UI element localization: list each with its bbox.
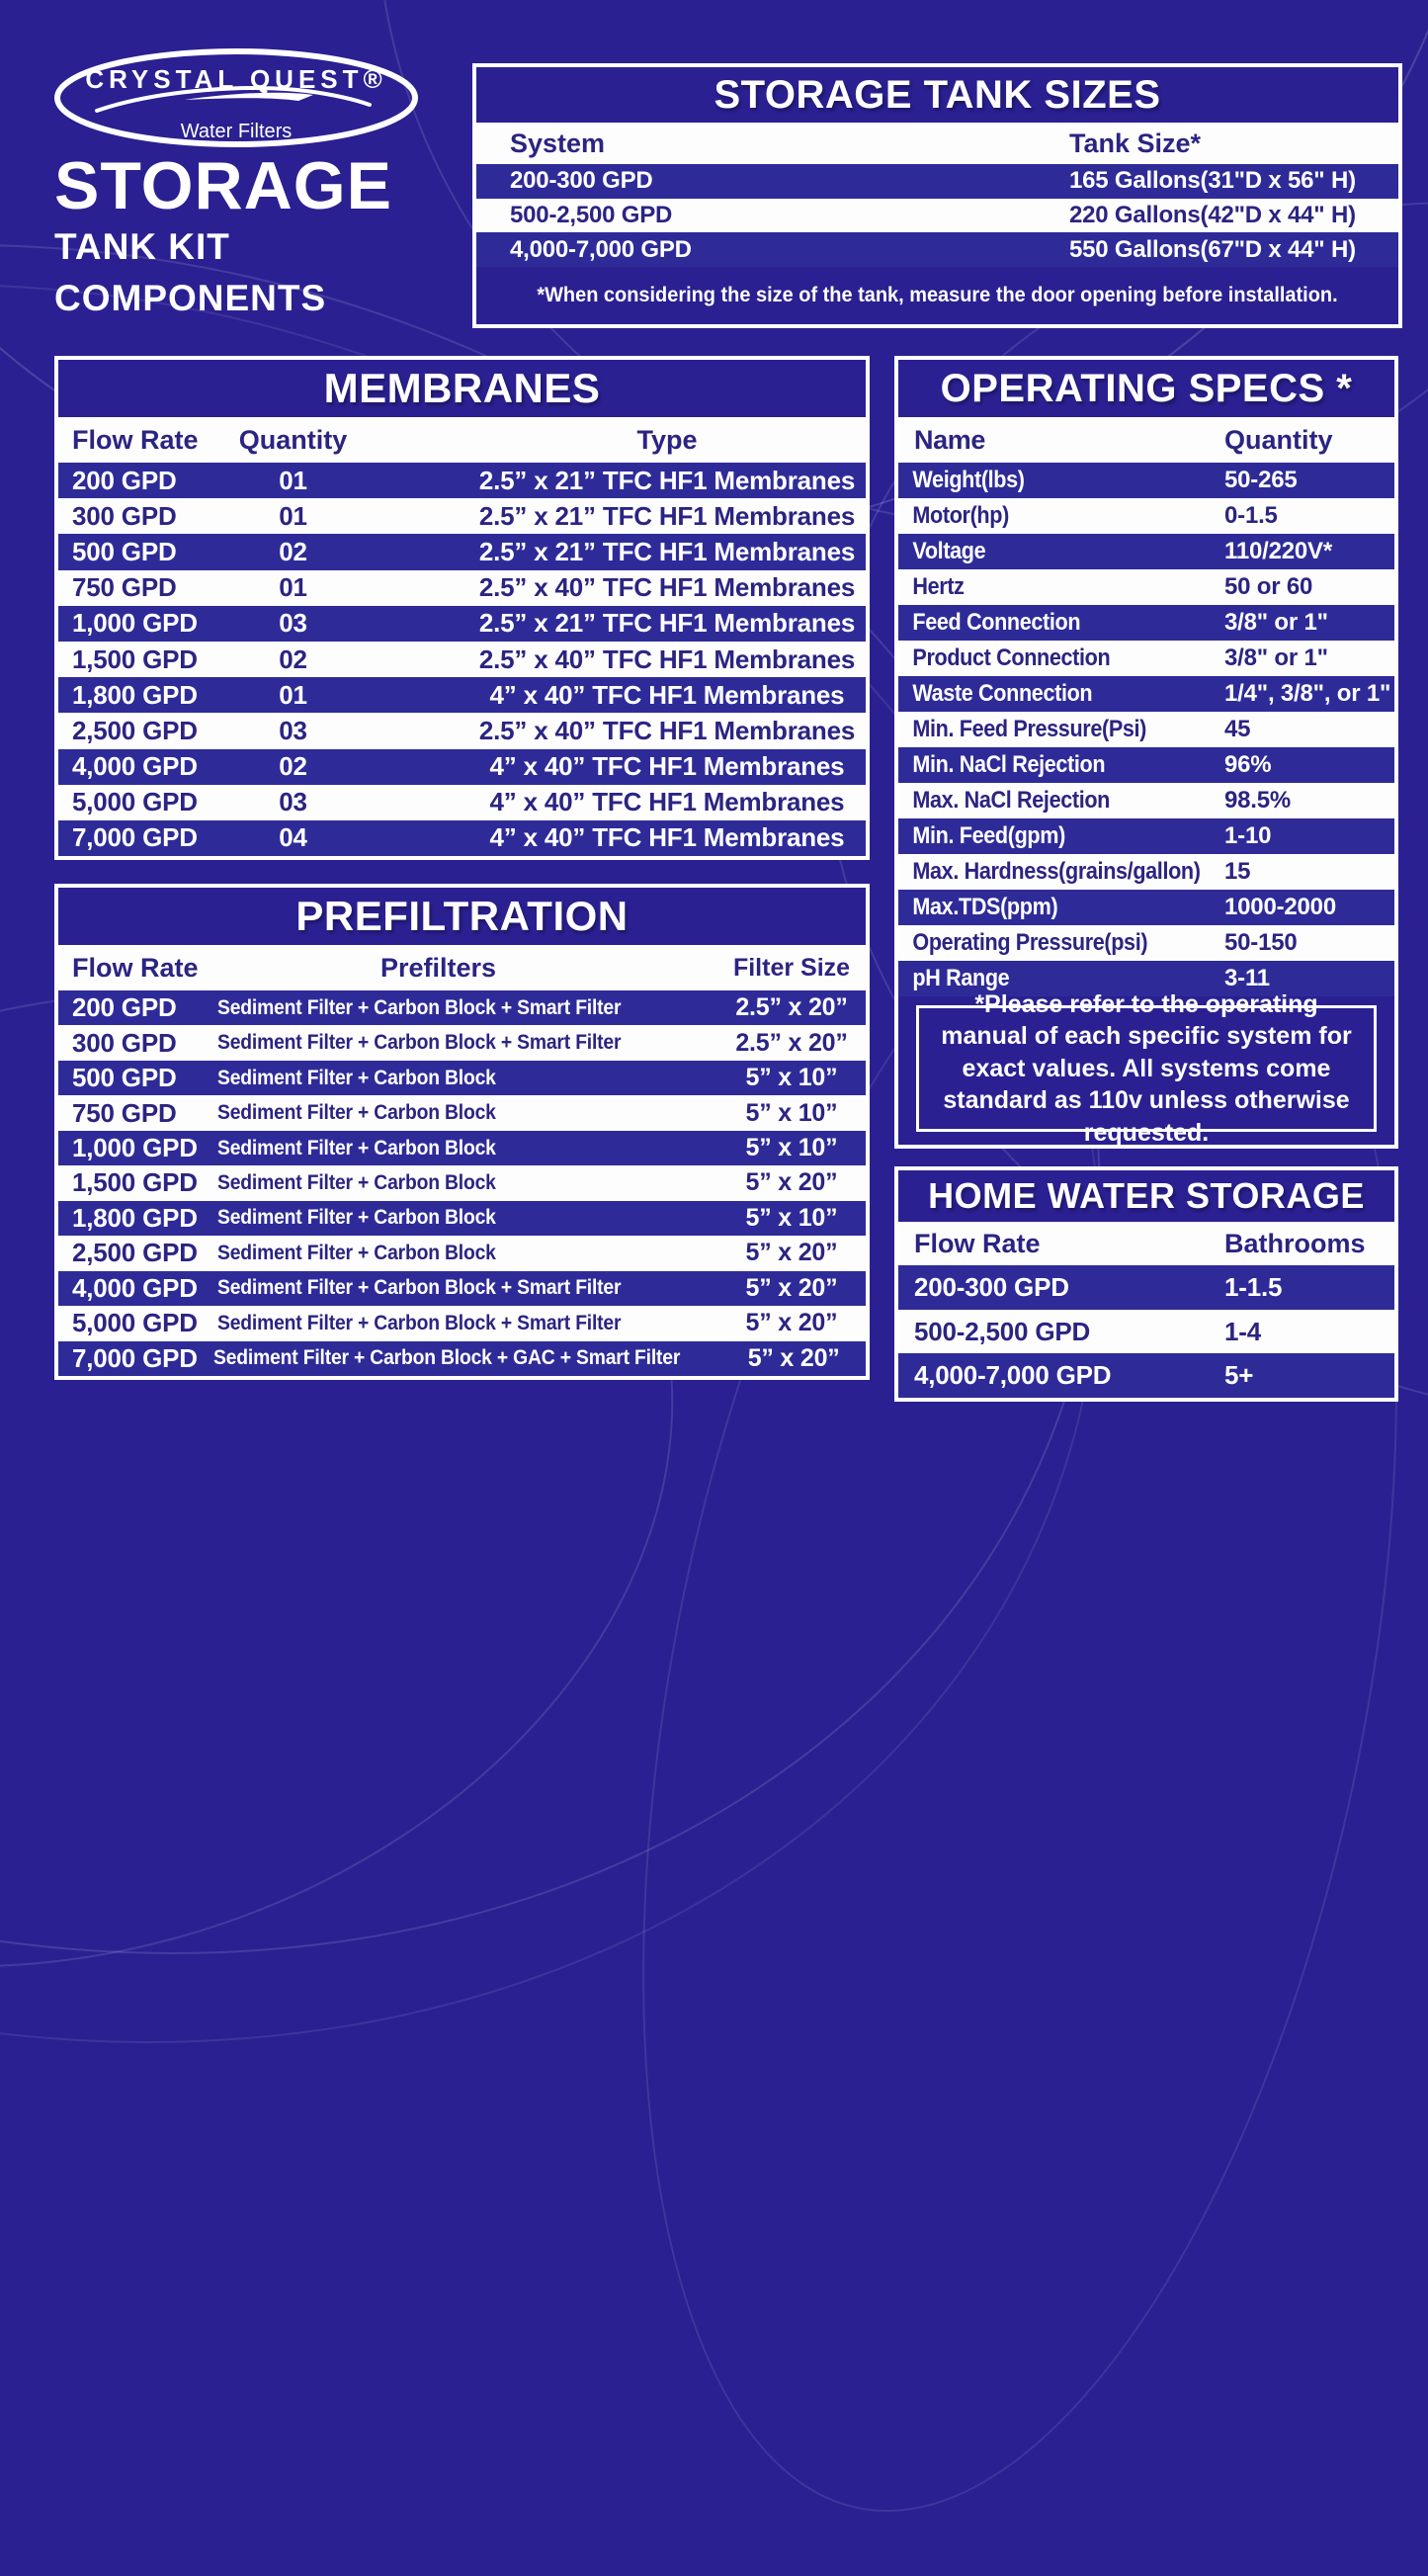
table-cell: 5” x 20” [745,1309,838,1337]
table-row [58,820,866,856]
table-cell: 3/8" or 1" [1224,609,1328,636]
table-cell: Sediment Filter + Carbon Block + Smart Filter [217,1031,622,1055]
table-cell: Max. NaCl Rejection [912,787,1111,814]
membranes-title: MEMBRANES [323,365,601,411]
home-water-storage-rows [898,1265,1394,1398]
crystal-quest-logo [51,47,422,148]
table-cell: Sediment Filter + Carbon Block [217,1170,496,1194]
table-row [898,747,1394,783]
membranes-rows [58,463,866,856]
table-cell: 5,000 GPD [72,787,198,817]
table-cell: Motor(hp) [912,502,1009,529]
table-cell: Sediment Filter + Carbon Block + GAC + Smart Filter [213,1346,681,1370]
table-cell: 50-150 [1224,929,1298,956]
storage-tank-sizes-table [472,63,1402,328]
table-cell: 45 [1224,716,1251,742]
table-row [898,676,1394,712]
table-cell: Sediment Filter + Carbon Block [217,1066,496,1089]
logo-sub-text: Water Filters [180,121,293,142]
table-cell: 03 [279,787,307,817]
table-row [58,1131,866,1165]
table-cell: 01 [279,465,307,495]
table-row [898,569,1394,605]
table-row [58,990,866,1025]
table-cell: 300 GPD [72,500,177,531]
table-cell: 1,500 GPD [72,1167,198,1198]
table-cell: 3/8" or 1" [1224,644,1328,671]
column-header-type: Type [636,424,698,455]
table-cell: 02 [279,751,307,782]
page-heading [54,150,392,324]
table-cell: 500-2,500 GPD [914,1316,1091,1346]
table-cell: 200-300 GPD [510,167,653,195]
table-row [58,1095,866,1130]
table-row [476,232,1398,267]
table-cell: Max. Hardness(grains/gallon) [912,858,1201,885]
table-cell: 01 [279,500,307,531]
table-cell: 2.5” x 20” [735,993,848,1022]
storage-tank-sizes-rows [476,164,1398,267]
table-cell: 2.5” x 20” [735,1028,848,1057]
table-cell: Sediment Filter + Carbon Block + Smart Filter [217,1276,622,1300]
page-title-components: COMPONENTS [54,278,327,318]
table-cell: 5” x 20” [745,1239,838,1267]
table-cell: 500 GPD [72,1063,177,1093]
prefiltration-rows [58,990,866,1376]
table-row [58,570,866,606]
table-cell: 3-11 [1224,965,1270,991]
table-cell: 7,000 GPD [72,822,198,853]
column-header-flow-rate: Flow Rate [72,424,199,455]
table-cell: Min. Feed(gpm) [912,822,1065,849]
table-cell: 2,500 GPD [72,715,198,745]
table-cell: 5” x 10” [745,1203,838,1232]
table-cell: 2.5” x 21” TFC HF1 Membranes [478,500,856,531]
table-cell: Sediment Filter + Carbon Block [217,1136,496,1159]
table-cell: 1,800 GPD [72,679,198,710]
column-header-flow-rate: Flow Rate [914,1228,1041,1258]
table-cell: 2.5” x 40” TFC HF1 Membranes [478,715,856,745]
table-cell: 5” x 20” [745,1273,838,1302]
table-cell: 5+ [1224,1360,1254,1391]
operating-specs-title: OPERATING SPECS * [940,366,1353,410]
column-header-quantity: Quantity [238,424,348,455]
table-cell: Waste Connection [912,680,1093,707]
table-row [476,164,1398,199]
table-row [898,712,1394,747]
table-cell: Min. Feed Pressure(Psi) [912,716,1147,742]
table-row [898,1265,1394,1310]
table-cell: 5” x 10” [745,1064,838,1092]
table-cell: 1,800 GPD [72,1202,198,1233]
logo-brand-text: CRYSTAL QUEST® [85,64,387,94]
home-water-storage-table [894,1166,1398,1402]
table-cell: 5” x 10” [745,1134,838,1162]
table-row [58,606,866,642]
table-cell: 50-265 [1224,467,1298,493]
table-cell: 4,000 GPD [72,751,198,782]
table-cell: 5,000 GPD [72,1308,198,1338]
table-cell: 03 [279,608,307,639]
table-row [58,677,866,713]
table-cell: Product Connection [912,644,1111,671]
table-cell: pH Range [912,965,1010,991]
table-row [898,534,1394,569]
table-cell: Weight(lbs) [912,467,1025,493]
table-cell: 2.5” x 21” TFC HF1 Membranes [478,465,856,495]
table-row [58,463,866,498]
table-cell: 02 [279,536,307,566]
table-cell: 15 [1224,858,1251,885]
table-cell: 1,000 GPD [72,1133,198,1163]
operating-specs-table [894,356,1398,1149]
table-cell: 1,500 GPD [72,644,198,674]
table-cell: 50 or 60 [1224,573,1313,600]
table-cell: 04 [279,822,307,853]
table-cell: 2.5” x 21” TFC HF1 Membranes [478,536,856,566]
table-row [58,1236,866,1270]
table-row [898,925,1394,961]
table-row [898,463,1394,498]
table-cell: 0-1.5 [1224,502,1278,529]
column-header-prefilters: Prefilters [379,952,497,983]
table-cell: 7,000 GPD [72,1342,198,1373]
table-row [58,1306,866,1340]
table-row [476,199,1398,233]
table-row [898,1310,1394,1354]
storage-tank-sizes-header [476,123,1398,164]
table-cell: 01 [279,572,307,603]
table-cell: 4” x 40” TFC HF1 Membranes [489,751,845,782]
table-cell: 1-1.5 [1224,1271,1283,1302]
table-cell: Max.TDS(ppm) [912,894,1058,920]
table-cell: 220 Gallons(42"D x 44" H) [1069,202,1356,228]
table-cell: 02 [279,644,307,674]
column-header-tank-size: Tank Size* [1069,128,1202,158]
table-row [898,854,1394,890]
column-header-bathrooms: Bathrooms [1224,1228,1366,1258]
table-cell: Sediment Filter + Carbon Block + Smart Filter [217,1311,622,1334]
table-row [58,1201,866,1236]
table-cell: 4,000-7,000 GPD [510,235,692,263]
table-cell: Sediment Filter + Carbon Block [217,1101,496,1125]
table-row [58,1341,866,1376]
table-cell: Sediment Filter + Carbon Block [217,1206,496,1230]
membranes-header [58,417,866,463]
prefiltration-header [58,945,866,990]
table-row [58,498,866,534]
table-cell: 200 GPD [72,992,177,1023]
table-row [58,534,866,569]
storage-tank-sizes-footnote [476,267,1398,324]
table-cell: Operating Pressure(psi) [912,929,1148,956]
storage-tank-sizes-title: STORAGE TANK SIZES [714,72,1161,117]
prefiltration-title: PREFILTRATION [295,893,629,939]
footnote-text: *When considering the size of the tank, measure the door opening before installation. [537,284,1338,306]
column-header-flow-rate: Flow Rate [72,952,199,983]
table-cell: 1,000 GPD [72,608,198,639]
table-cell: 4,000 GPD [72,1272,198,1303]
table-row [898,1353,1394,1398]
table-cell: 1000-2000 [1224,894,1336,920]
page-title-storage: STORAGE [54,148,393,223]
table-row [898,783,1394,818]
table-cell: 03 [279,715,307,745]
table-row [58,1271,866,1306]
column-header-system: System [510,128,606,158]
operating-specs-rows [898,463,1394,996]
page-title-tank-kit: TANK KIT [54,226,230,267]
table-row [58,1025,866,1060]
table-row [58,1061,866,1095]
table-cell: 200 GPD [72,465,177,495]
table-cell: Min. NaCl Rejection [912,751,1106,778]
table-cell: 5” x 20” [747,1343,840,1372]
table-row [58,642,866,677]
table-cell: 110/220V* [1224,538,1332,564]
table-cell: 2.5” x 40” TFC HF1 Membranes [478,644,856,674]
table-cell: 2,500 GPD [72,1238,198,1268]
operating-specs-header [898,417,1394,463]
column-header-name: Name [914,424,985,455]
table-row [898,605,1394,641]
table-cell: 4,000-7,000 GPD [914,1360,1112,1391]
table-cell: 2.5” x 40” TFC HF1 Membranes [478,572,856,603]
table-cell: 01 [279,679,307,710]
table-row [58,1165,866,1200]
table-cell: 5” x 10” [745,1098,838,1127]
table-cell: 750 GPD [72,1097,177,1128]
table-cell: Sediment Filter + Carbon Block [217,1241,496,1264]
column-header-quantity: Quantity [1224,424,1333,455]
table-cell: 2.5” x 21” TFC HF1 Membranes [478,608,856,639]
table-cell: Voltage [912,538,986,564]
table-cell: 98.5% [1224,787,1292,814]
table-cell: 1/4", 3/8", or 1" [1224,680,1391,707]
table-cell: 165 Gallons(31"D x 56" H) [1069,167,1356,195]
footnote-text: *Please refer to the operating manual of each specific system for exact values. All systems come standard as 110v unless otherwise requested. [941,989,1352,1147]
table-cell: 500-2,500 GPD [510,202,673,228]
home-water-storage-title: HOME WATER STORAGE [928,1175,1365,1216]
table-cell: 4” x 40” TFC HF1 Membranes [489,679,845,710]
membranes-table [54,356,870,860]
table-cell: 750 GPD [72,572,177,603]
table-cell: 1-4 [1224,1316,1261,1346]
table-row [58,785,866,820]
table-cell: Feed Connection [912,609,1081,636]
table-row [898,641,1394,676]
table-cell: 5” x 20” [745,1168,838,1197]
table-row [58,749,866,785]
table-cell: 500 GPD [72,536,177,566]
table-cell: 4” x 40” TFC HF1 Membranes [489,787,845,817]
logo-ellipse-icon [51,47,422,148]
table-cell: 4” x 40” TFC HF1 Membranes [489,822,845,853]
table-row [898,498,1394,534]
table-cell: 200-300 GPD [914,1271,1069,1302]
home-water-storage-header [898,1222,1394,1265]
table-row [898,818,1394,854]
table-cell: Sediment Filter + Carbon Block + Smart Filter [217,995,622,1019]
table-cell: 96% [1224,751,1272,778]
operating-specs-footnote [916,989,1377,1147]
column-header-filter-size: Filter Size [732,953,851,982]
table-cell: 1-10 [1224,822,1272,849]
table-row [898,890,1394,925]
table-cell: 300 GPD [72,1027,177,1058]
table-row [58,713,866,748]
table-cell: Hertz [912,573,965,600]
table-cell: 550 Gallons(67"D x 44" H) [1069,235,1356,263]
prefiltration-table [54,884,870,1380]
